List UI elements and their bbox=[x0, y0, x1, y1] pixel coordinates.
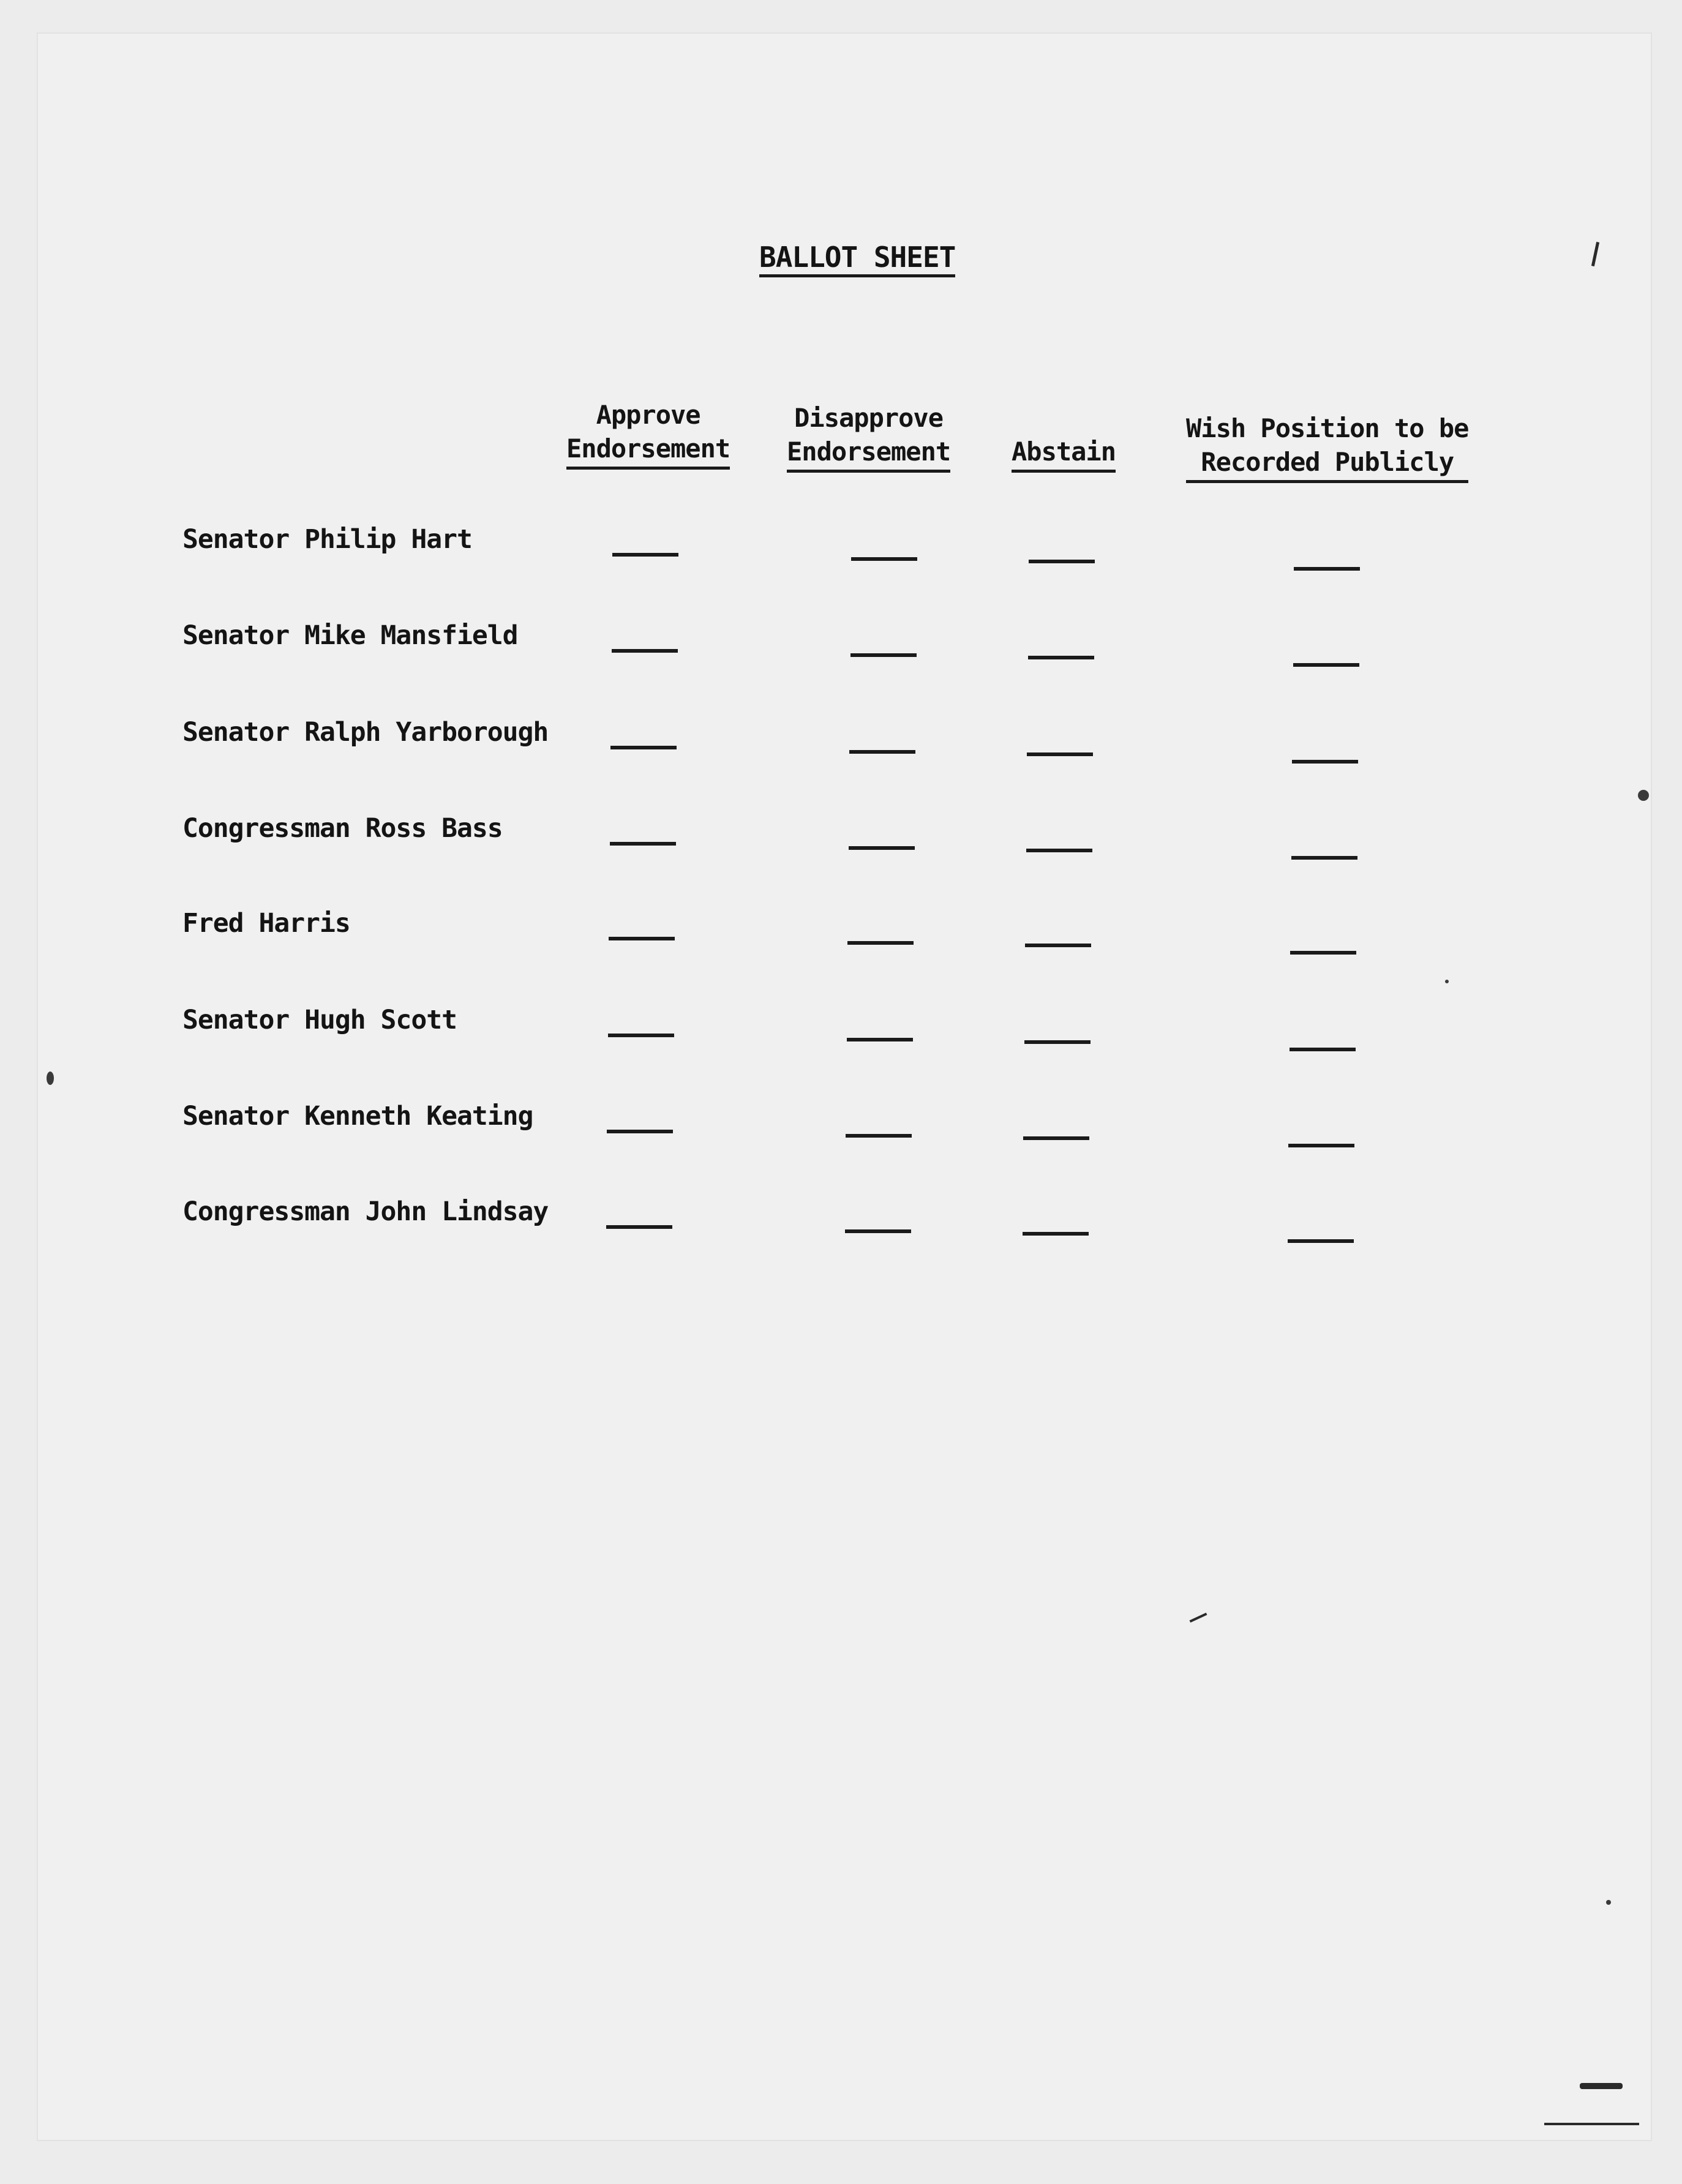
vote-blank[interactable] bbox=[850, 653, 917, 657]
document-title: BALLOT SHEET bbox=[759, 242, 955, 277]
candidate-name: Senator Philip Hart bbox=[182, 524, 472, 555]
vote-blank[interactable] bbox=[846, 1134, 912, 1138]
vote-blank[interactable] bbox=[845, 1229, 911, 1233]
candidate-name: Congressman John Lindsay bbox=[182, 1196, 549, 1227]
margin-mark bbox=[1580, 2083, 1623, 2089]
vote-blank[interactable] bbox=[1023, 1232, 1089, 1236]
candidate-name: Senator Hugh Scott bbox=[182, 1005, 457, 1035]
vote-blank[interactable] bbox=[1294, 567, 1360, 571]
vote-blank[interactable] bbox=[849, 846, 915, 850]
candidate-name: Senator Kenneth Keating bbox=[182, 1101, 533, 1131]
page-speck bbox=[1445, 980, 1449, 983]
column-header-approve-line1: Approve bbox=[596, 400, 700, 430]
candidate-name: Senator Mike Mansfield bbox=[182, 620, 518, 651]
vote-blank[interactable] bbox=[610, 746, 677, 749]
margin-mark bbox=[1544, 2123, 1639, 2125]
page-speck bbox=[1606, 1900, 1611, 1905]
vote-blank[interactable] bbox=[612, 553, 678, 557]
vote-blank[interactable] bbox=[1026, 849, 1092, 852]
column-header-public-line2: Recorded Publicly bbox=[1186, 445, 1468, 483]
vote-blank[interactable] bbox=[851, 557, 917, 561]
column-header-disapprove-line2: Endorsement bbox=[787, 435, 950, 473]
column-header-abstain-label: Abstain bbox=[1012, 435, 1116, 473]
page-speck bbox=[47, 1071, 54, 1085]
column-header-abstain bbox=[1012, 435, 1116, 473]
vote-blank[interactable] bbox=[1291, 856, 1357, 860]
vote-blank[interactable] bbox=[1023, 1136, 1089, 1140]
column-header-disapprove bbox=[787, 401, 950, 473]
vote-blank[interactable] bbox=[1025, 944, 1091, 947]
vote-blank[interactable] bbox=[609, 937, 675, 940]
vote-blank[interactable] bbox=[849, 750, 915, 754]
vote-blank[interactable] bbox=[847, 1038, 913, 1041]
column-header-approve-line2: Endorsement bbox=[566, 432, 730, 470]
vote-blank[interactable] bbox=[610, 842, 676, 846]
ballot-sheet-page bbox=[38, 34, 1651, 2140]
vote-blank[interactable] bbox=[612, 649, 678, 653]
vote-blank[interactable] bbox=[608, 1034, 674, 1037]
column-header-public-line1: Wish Position to be bbox=[1186, 413, 1469, 443]
vote-blank[interactable] bbox=[1290, 951, 1356, 955]
vote-blank[interactable] bbox=[847, 941, 914, 945]
candidate-name: Fred Harris bbox=[182, 908, 350, 939]
vote-blank[interactable] bbox=[606, 1225, 672, 1229]
vote-blank[interactable] bbox=[607, 1130, 673, 1133]
column-header-disapprove-line1: Disapprove bbox=[794, 403, 944, 433]
page-speck bbox=[1638, 790, 1649, 801]
vote-blank[interactable] bbox=[1024, 1040, 1091, 1044]
column-header-approve bbox=[566, 398, 730, 470]
vote-blank[interactable] bbox=[1293, 663, 1359, 667]
vote-blank[interactable] bbox=[1290, 1048, 1356, 1051]
vote-blank[interactable] bbox=[1288, 1239, 1354, 1243]
candidate-name: Senator Ralph Yarborough bbox=[182, 717, 549, 748]
vote-blank[interactable] bbox=[1288, 1144, 1354, 1147]
vote-blank[interactable] bbox=[1027, 752, 1093, 756]
vote-blank[interactable] bbox=[1029, 560, 1095, 563]
candidate-name: Congressman Ross Bass bbox=[182, 813, 503, 844]
vote-blank[interactable] bbox=[1028, 656, 1094, 659]
vote-blank[interactable] bbox=[1292, 760, 1358, 764]
column-header-public bbox=[1186, 411, 1468, 483]
